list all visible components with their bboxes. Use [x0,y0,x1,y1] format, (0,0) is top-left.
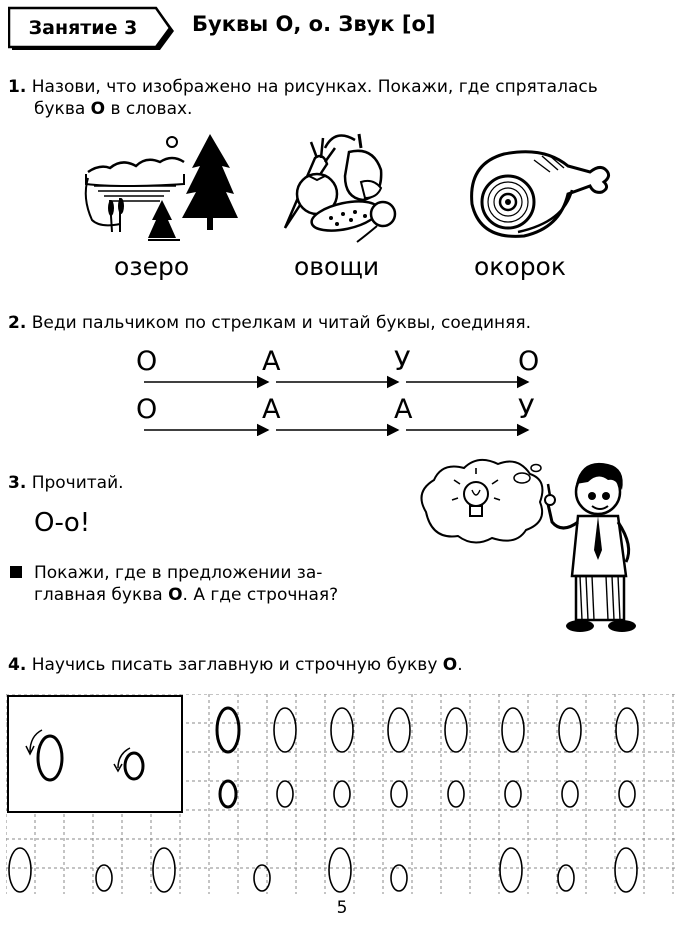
task3-bullet-text [34,562,338,606]
task2-text: Веди пальчиком по стрелкам и читай буквы, соединяя. [31,313,531,333]
row2-letter-2: А [262,394,281,425]
small-letter-tracing [96,865,112,891]
capital-letter-tracing [9,848,31,892]
lake-picture [80,128,240,248]
task1-instruction [8,76,678,120]
capital-letter-tracing [329,848,351,892]
task4-text-b: . [457,655,463,675]
task1-letter: О [90,99,106,119]
capital-letter-tracing [331,708,353,752]
task3-bullet-line2a: главная буква [34,585,169,605]
small-letter-tracing [619,781,635,807]
capital-letter-tracing [217,708,239,752]
task2-instruction [8,312,531,334]
row1-letter-4: О [518,346,540,377]
capital-letter-tracing [445,708,467,752]
task1-text-line1: Назови, что изображено на рисунках. Покажи, где спряталась [31,77,598,97]
task4-text-a: Научись писать заглавную и строчную букву [31,655,443,675]
vegetables-picture [265,118,405,248]
small-letter-tracing [562,781,578,807]
row2-letter-4: У [518,394,535,425]
ham-picture [464,142,614,242]
lesson-label: Занятие 3 [28,17,138,39]
small-letter-tracing [254,865,270,891]
capital-letter-tracing [615,848,637,892]
small-letter-tracing [220,781,236,807]
word-lake: озеро [114,252,190,281]
writing-grid [6,694,678,894]
capital-letter-tracing [559,708,581,752]
task1-text-line2b: в словах. [105,99,193,119]
small-letter-tracing [334,781,350,807]
reading-text: О-о! [34,508,91,538]
task1-text-line2a: буква [34,99,91,119]
task3-bullet-letter: О [168,585,183,605]
lesson-tab [8,6,176,50]
row1-letter-2: А [262,346,281,377]
reading-arrows [140,370,540,436]
boy-thinking-picture [412,450,652,636]
small-letter-tracing [391,865,407,891]
small-letter-tracing [448,781,464,807]
task4-number: 4. [8,655,27,675]
task3-text: Прочитай. [31,473,124,493]
capital-letter-tracing [274,708,296,752]
page-title: Буквы О, о. Звук [о] [192,12,436,36]
row1-letter-3: У [394,346,411,377]
capital-letter-tracing [388,708,410,752]
capital-letter-tracing [616,708,638,752]
small-letter-tracing [277,781,293,807]
page-number: 5 [336,898,348,918]
task4-instruction [8,654,463,676]
word-ham: окорок [474,252,566,281]
task3-number: 3. [8,473,27,493]
example-box [8,696,182,812]
task3-bullet-line2b: . А где строчная? [182,585,339,605]
bullet-square-icon [10,566,22,578]
capital-letter-tracing [500,848,522,892]
task3-instruction [8,472,124,494]
task1-number: 1. [8,77,27,97]
task3-bullet-line1: Покажи, где в предложении за- [34,563,323,583]
small-letter-tracing [391,781,407,807]
capital-letter-tracing [153,848,175,892]
task4-letter: О [442,655,458,675]
row2-letter-1: О [136,394,158,425]
capital-letter-tracing [502,708,524,752]
word-vegetables: овощи [294,252,380,281]
small-letter-tracing [558,865,574,891]
task2-number: 2. [8,313,27,333]
row1-letter-1: О [136,346,158,377]
small-letter-tracing [505,781,521,807]
row2-letter-3: А [394,394,413,425]
